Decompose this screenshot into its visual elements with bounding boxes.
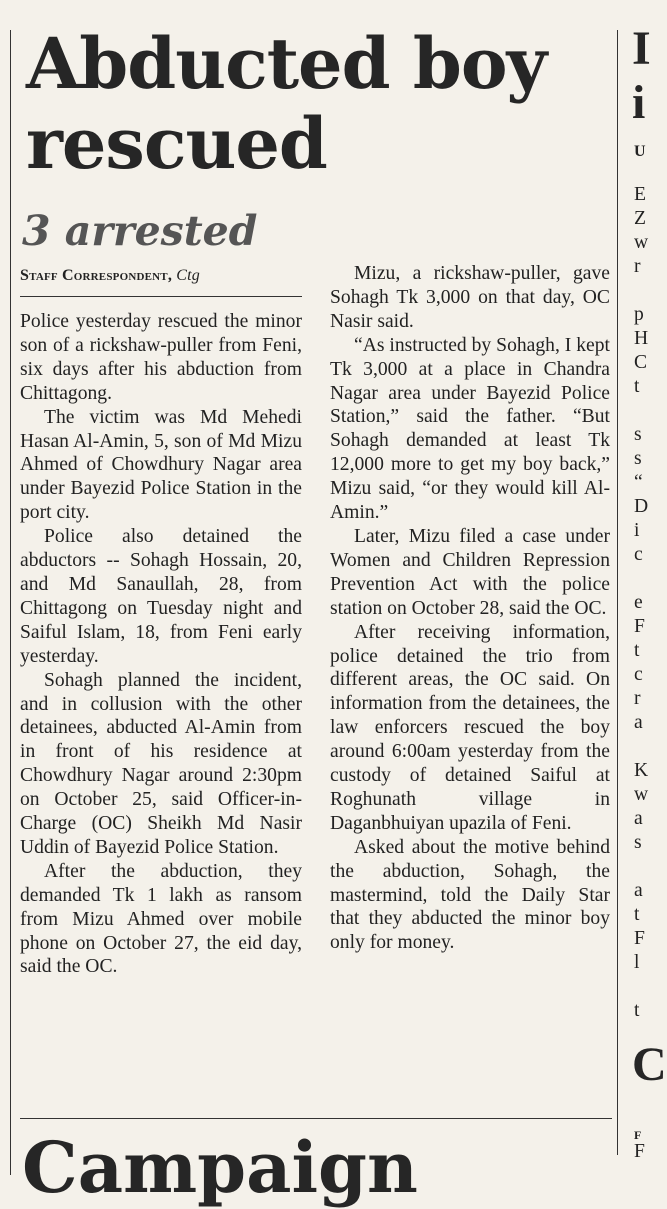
adjacent-line-start: c: [634, 544, 643, 565]
paragraph: After the abduction, they demanded Tk 1 lakh as ransom from Mizu Ahmed over mobile phone on October 27, the eid day, said the OC.: [20, 860, 302, 978]
adjacent-line-start: “: [634, 472, 643, 493]
paragraph: Sohagh planned the incident, and in collusion with the other detainees, abducted Al-Amin from in front of his residence at Chowdhury Nagar around 2:30pm on October 25, said Officer-in-Charge (OC) Sheikh Md Nasir Uddin of Bayezid Police Station.: [20, 669, 302, 858]
paragraph: Police yesterday rescued the minor son of a rickshaw-puller from Feni, six days after his abduction from Chittagong.: [20, 311, 302, 404]
article-byline: [20, 266, 302, 286]
adjacent-line-start: s: [634, 448, 642, 469]
paragraph: “As instructed by Sohagh, I kept Tk 3,000 at a place in Chandra Nagar area under Bayezid Police Station,” said the father. “But Sohagh demanded at least Tk 12,000 more to get my boy back,” Mizu said, “or they would kill Al-Amin.”: [330, 334, 610, 524]
adjacent-line-start: e: [634, 592, 643, 613]
adjacent-line-start: i: [634, 520, 640, 541]
next-article-headline: Campaign: [22, 1126, 418, 1209]
adjacent-line-start: t: [634, 640, 640, 661]
adjacent-line-start: s: [634, 424, 642, 445]
column-rule-right: [617, 30, 618, 1155]
adjacent-line-start: t: [634, 904, 640, 925]
adjacent-line-start: F: [634, 616, 645, 637]
article-headline: Abducted boy rescued: [26, 22, 547, 185]
article-column-2: [330, 262, 610, 955]
article-subhead: 3 arrested: [22, 207, 258, 255]
paragraph: Later, Mizu filed a case under Women and Children Repression Prevention Act with the police station on October 28, said the OC.: [330, 525, 610, 619]
article-bottom-rule: [20, 1118, 612, 1119]
paragraph: Asked about the motive behind the abduction, Sohagh, the mastermind, told the Daily Star that they abducted the minor boy only for money.: [330, 836, 610, 954]
adjacent-headline-line-1: I: [632, 22, 651, 75]
byline-name: Staff Correspondent,: [20, 267, 173, 284]
paragraph: Mizu, a rickshaw-puller, gave Sohagh Tk 3,000 on that day, OC Nasir said.: [330, 263, 610, 332]
adjacent-line-start: r: [634, 256, 641, 277]
column-rule-left: [10, 30, 11, 1175]
adjacent-line-start: H: [634, 328, 649, 349]
adjacent-bottom-byline: F: [634, 1128, 642, 1142]
adjacent-line-start: w: [634, 784, 649, 805]
adjacent-headline-line-2: i: [632, 76, 646, 129]
adjacent-line-start: F: [634, 928, 645, 949]
adjacent-article-column: [624, 0, 667, 1175]
adjacent-bottom-line: F: [634, 1141, 645, 1162]
paragraph: The victim was Md Mehedi Hasan Al-Amin, 5, son of Md Mizu Ahmed of Chowdhury Nagar area under Bayezid Police Station in the port city.: [20, 406, 302, 524]
article-column-1: [20, 310, 302, 979]
paragraph: Police also detained the abductors -- Sohagh Hossain, 20, and Md Sanaullah, 28, from Chittagong on Tuesday night and Saiful Islam, 18, from Feni early yesterday.: [20, 526, 302, 667]
byline-location: Ctg: [176, 267, 200, 284]
adjacent-line-start: r: [634, 688, 641, 709]
adjacent-line-start: s: [634, 832, 642, 853]
adjacent-line-start: C: [634, 352, 648, 373]
adjacent-subhead: C: [632, 1038, 667, 1091]
byline-rule: [20, 296, 302, 297]
adjacent-line-start: t: [634, 376, 640, 397]
adjacent-byline: U: [634, 143, 646, 160]
adjacent-line-start: a: [634, 712, 643, 733]
adjacent-line-start: t: [634, 1000, 640, 1021]
adjacent-line-start: E: [634, 184, 646, 205]
adjacent-line-start: Z: [634, 208, 646, 229]
adjacent-line-start: w: [634, 232, 649, 253]
adjacent-line-start: c: [634, 664, 643, 685]
adjacent-line-start: p: [634, 304, 644, 325]
adjacent-line-start: a: [634, 808, 643, 829]
paragraph: After receiving information, police detained the trio from different areas, the OC said. On information from the detainees, the law enforcers rescued the boy around 6:00am yesterday from the custody of detained Saiful at Roghunath village in Daganbhuiyan upazila of Feni.: [330, 621, 610, 834]
adjacent-line-start: a: [634, 880, 643, 901]
adjacent-line-start: l: [634, 952, 640, 973]
adjacent-line-start: K: [634, 760, 649, 781]
adjacent-line-start: D: [634, 496, 649, 517]
